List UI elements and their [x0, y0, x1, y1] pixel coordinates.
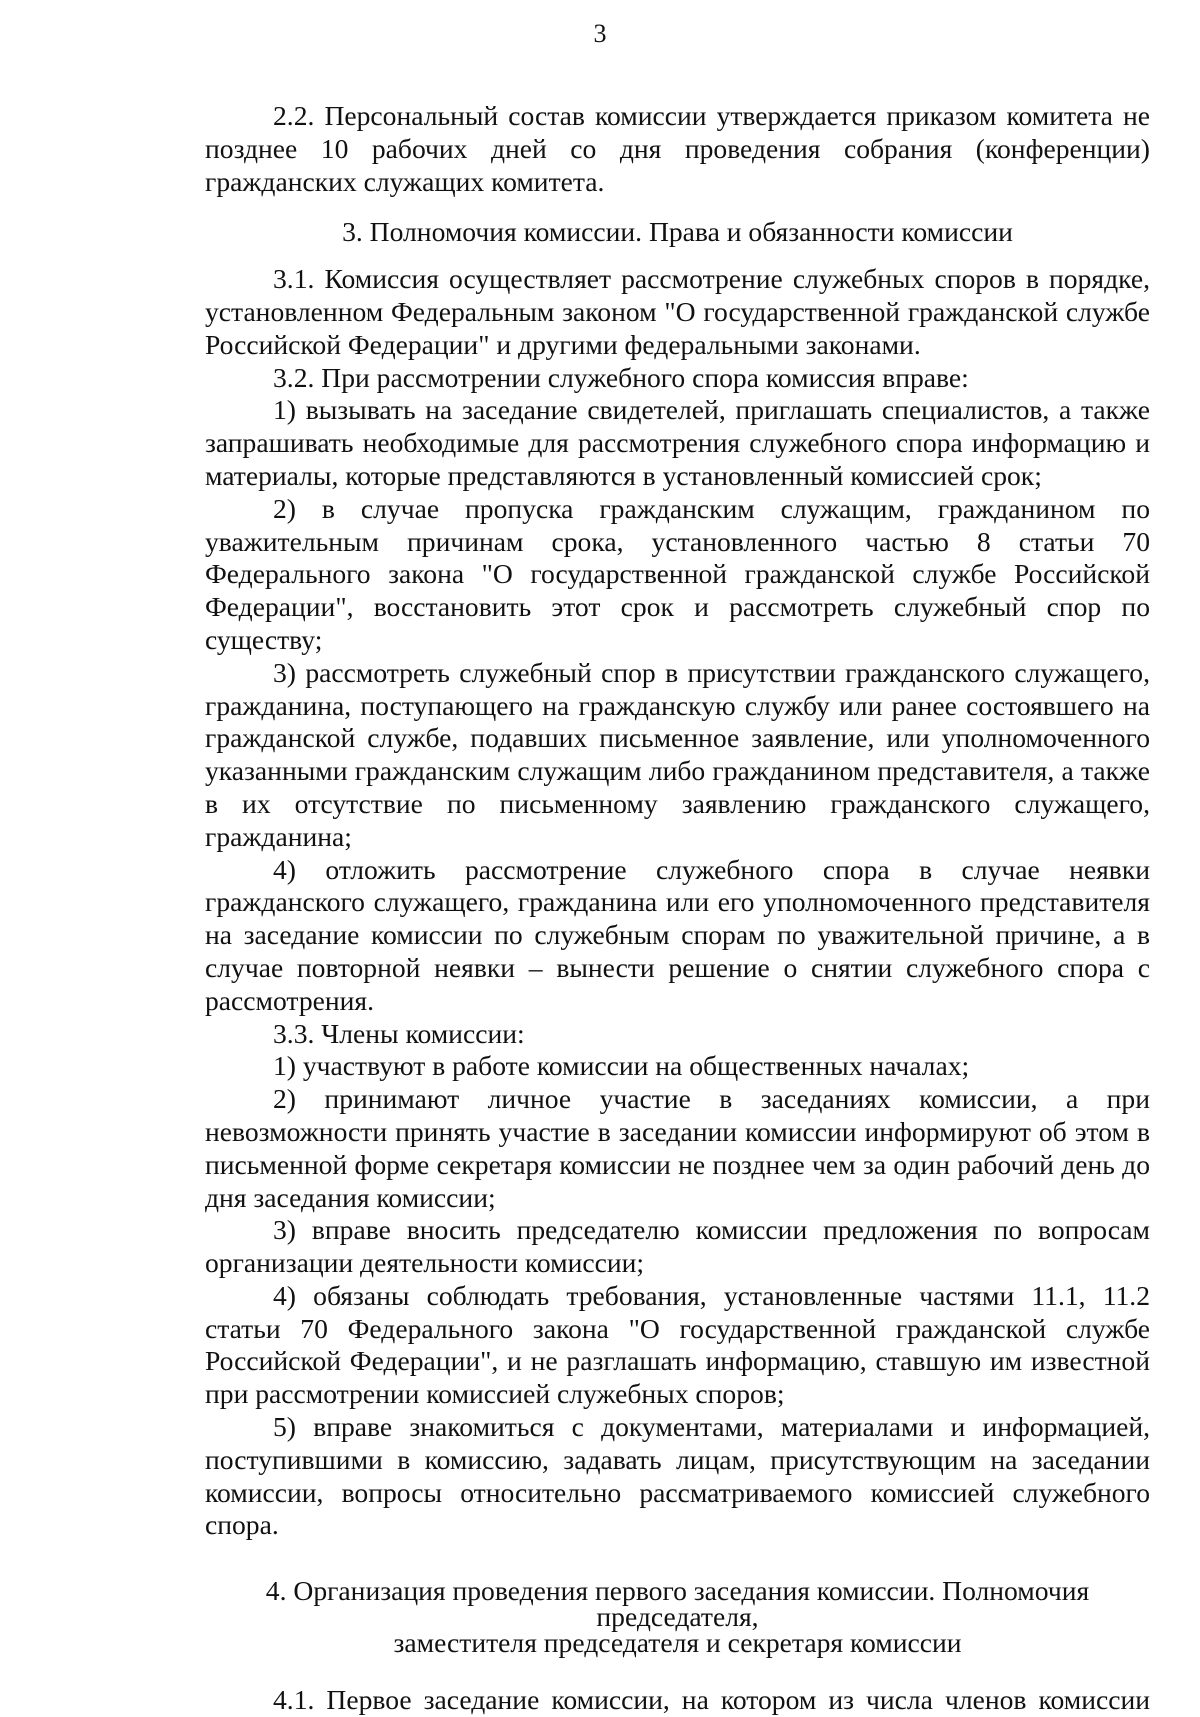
- paragraph-3-3-item-4: 4) обязаны соблюдать требования, установленные частями 11.1, 11.2 статьи 70 Федерального закона "О государственной гражданской службе Российской Федерации", и не разглашать информацию, ставшую им известной при рассмотрении комиссией служебных споров;: [205, 1279, 1150, 1410]
- paragraph-3-2-item-3: 3) рассмотреть служебный спор в присутствии гражданского служащего, гражданина, поступающего на гражданскую службу или ранее состоявшего на гражданской службе, подавших письменное заявление, или уполномоченного указанными гражданским служащим либо гражданином представителя, а также в их отсутствие по письменному заявлению гражданского служащего, гражданина;: [205, 656, 1150, 852]
- paragraph-3-2: 3.2. При рассмотрении служебного спора комиссия вправе:: [273, 361, 969, 393]
- paragraph-2-2: 2.2. Персональный состав комиссии утверждается приказом комитета не позднее 10 рабочих дней со дня проведения собрания (конференции) гражданских служащих комитета.: [205, 100, 1150, 197]
- paragraph-3-2-item-1: 1) вызывать на заседание свидетелей, приглашать специалистов, а также запрашивать необходимые для рассмотрения служебного спора информацию и материалы, которые представляются в установленный комиссией срок;: [205, 394, 1150, 491]
- paragraph-3-3-item-1: 1) участвуют в работе комиссии на общественных началах;: [273, 1050, 970, 1082]
- section-4-heading-line-1: 4. Организация проведения первого заседания комиссии. Полномочия председателя,: [265, 1575, 1090, 1633]
- paragraph-3-3-item-3: 3) вправе вносить председателю комиссии предложения по вопросам организации деятельности комиссии;: [205, 1214, 1150, 1279]
- paragraph-3-3-item-2: 2) принимают личное участие в заседаниях комиссии, а при невозможности принять участие в заседании комиссии информируют об этом в письменной форме секретаря комиссии не позднее чем за один рабочий день до дня заседания комиссии;: [205, 1083, 1150, 1213]
- paragraph-3-3-item-5: 5) вправе знакомиться с документами, материалами и информацией, поступившими в комиссию, задавать лицам, присутствующим на заседании комиссии, вопросы относительно рассматриваемого комиссией служебного спора.: [205, 1411, 1150, 1541]
- section-3-heading: 3. Полномочия комиссии. Права и обязанности комиссии: [342, 216, 1013, 248]
- paragraph-3-1: 3.1. Комиссия осуществляет рассмотрение служебных споров в порядке, установленном Федеральным законом "О государственной гражданской службе Российской Федерации" и другими федеральными законами.: [205, 263, 1150, 360]
- page-number: 3: [593, 19, 607, 48]
- document-body: [205, 100, 1150, 1717]
- section-4-heading-line-2: заместителя председателя и секретаря комиссии: [393, 1627, 962, 1659]
- paragraph-4-1: 4.1. Первое заседание комиссии, на котором из числа членов комиссии: [273, 1684, 1150, 1716]
- paragraph-3-3: 3.3. Члены комиссии:: [273, 1017, 525, 1049]
- section-4-heading: [205, 1575, 1150, 1659]
- paragraph-3-2-item-4: 4) отложить рассмотрение служебного спора в случае неявки гражданского служащего, гражданина или его уполномоченного представителя на заседание комиссии по служебным спорам по уважительной причине, а в случае повторной неявки – вынести решение о снятии служебного спора с рассмотрения.: [205, 853, 1150, 1016]
- paragraph-3-2-item-2: 2) в случае пропуска гражданским служащим, гражданином по уважительным причинам срока, установленного частью 8 статьи 70 Федерального закона "О государственной гражданской службе Российской Федерации", восстановить этот срок и рассмотреть служебный спор по существу;: [205, 492, 1150, 655]
